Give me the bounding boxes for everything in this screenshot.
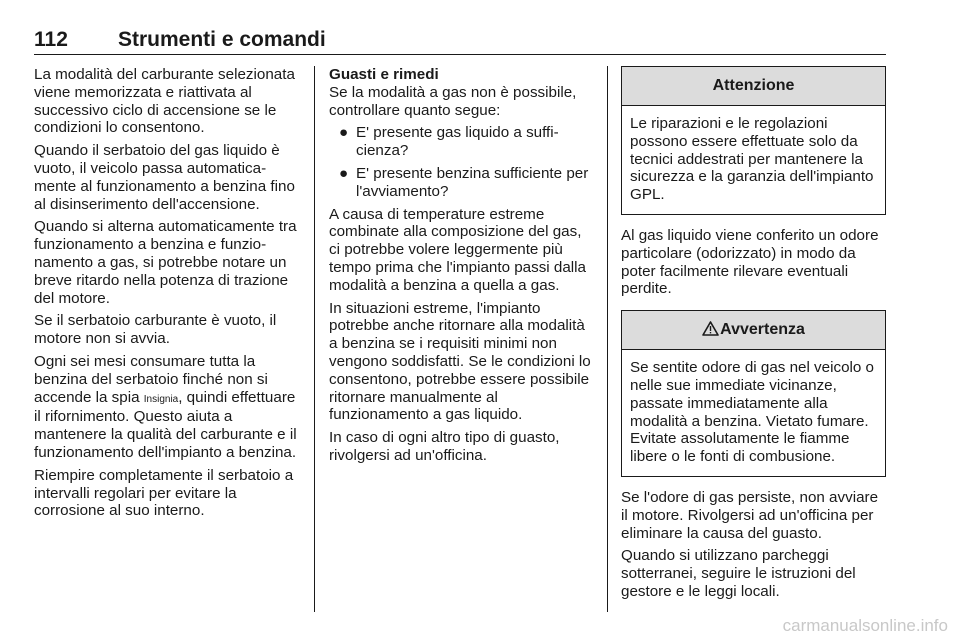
column-middle [329,66,593,470]
column-right [621,66,886,606]
paragraph: In situazioni estreme, l'impianto potrebbe anche ritornare alla modalità a benzina se i requisiti minimi non vengono soddisfatti. Se le condizioni lo consentono, potrebbe essere possibile ritornare manualmente al funzionamento a gas liquido. [329,299,591,424]
subheading: Guasti e rimedi [329,66,439,83]
warning-box [621,310,886,477]
section-title: Strumenti e comandi [118,28,326,51]
paragraph: In caso di ogni altro tipo di guasto, rivolgersi ad un'officina. [329,429,560,464]
paragraph: Quando si utilizzano parcheggi sotterranei, seguire le istruzioni del gestore e le leggi locali. [621,547,856,600]
page-header [34,28,886,52]
warning-triangle-icon [702,313,719,351]
column-left [34,66,300,525]
bullet-icon: ● [339,164,349,182]
attention-body: Le riparazioni e le regolazioni possono essere effettuate solo da tecnici addestrati per mantenere la sicurezza e la garanzia dell'impianto GPL. [630,115,874,204]
paragraph: Al gas liquido viene conferito un odore particolare (odorizzato) in modo da poter facilmente rilevare eventuali perdite. [621,226,879,298]
page-number: 112 [34,28,68,51]
paragraph: Se l'odore di gas persiste, non avviare il motore. Rivolgersi ad un'officina per eliminare la causa del guasto. [621,488,879,542]
paragraph: La modalità del carburante selezionata viene memorizzata e riattivata al successivo ciclo di accensione se le condizioni lo consentono. [34,66,295,137]
paragraph: Quando il serbatoio del gas liquido è vuoto, il veicolo passa automaticamente al funzionamento a benzina fino al disinserimento dell'accensione. [34,142,295,213]
paragraph: A causa di temperature estreme combinate alla composizione del gas, ci potrebbe volere leggermente più tempo prima che l'impianto passi dalla modalità a benzina a quella a gas. [329,205,586,294]
paragraph: Quando si alterna automaticamente tra funzionamento a benzina e funzionamento a gas, si potrebbe notare un breve ritardo nella potenza di trazione del motore. [34,218,297,307]
column-divider-1 [314,66,315,612]
paragraph-text: , quindi effettuare il rifornimento. Questo aiuta a mantenere la qualità del carburante e il funzionamento dell'impianto a benzina. [34,388,297,461]
list-item-text: E' presente benzina sufficiente per l'avviamento? [356,164,589,200]
warning-title: Avvertenza [720,321,805,339]
header-divider [34,54,886,55]
warning-header [622,311,885,350]
paragraph-text: Ogni sei mesi consumare tutta la benzina del serbatoio finché non si accende la spia [34,352,268,406]
list-item [329,124,593,160]
warning-body: Se sentite odore di gas nel veicolo o nelle sue immediate vicinanze, passate immediatamente alla modalità a benzina. Vietato fumare. Evitate assolutamente le fiamme libere o le fonti di combusione. [630,359,875,466]
list-item-text: E' presente gas liquido a sufficienza? [356,124,559,160]
paragraph [34,353,300,462]
paragraph: Se il serbatoio carburante è vuoto, il motore non si avvia. [34,312,277,348]
checklist [329,124,593,200]
watermark: carmanualsonline.info [782,616,948,635]
column-divider-2 [607,66,608,612]
attention-box [621,66,886,215]
warning-light-symbol: Insignia [143,393,179,405]
paragraph: Riempire completamente il serbatoio a intervalli regolari per evitare la corrosione al suo interno. [34,466,294,520]
attention-title: Attenzione [622,67,885,106]
paragraph: Se la modalità a gas non è possibile, controllare quanto segue: [329,83,577,119]
list-item [329,165,593,201]
bullet-icon: ● [339,124,349,142]
